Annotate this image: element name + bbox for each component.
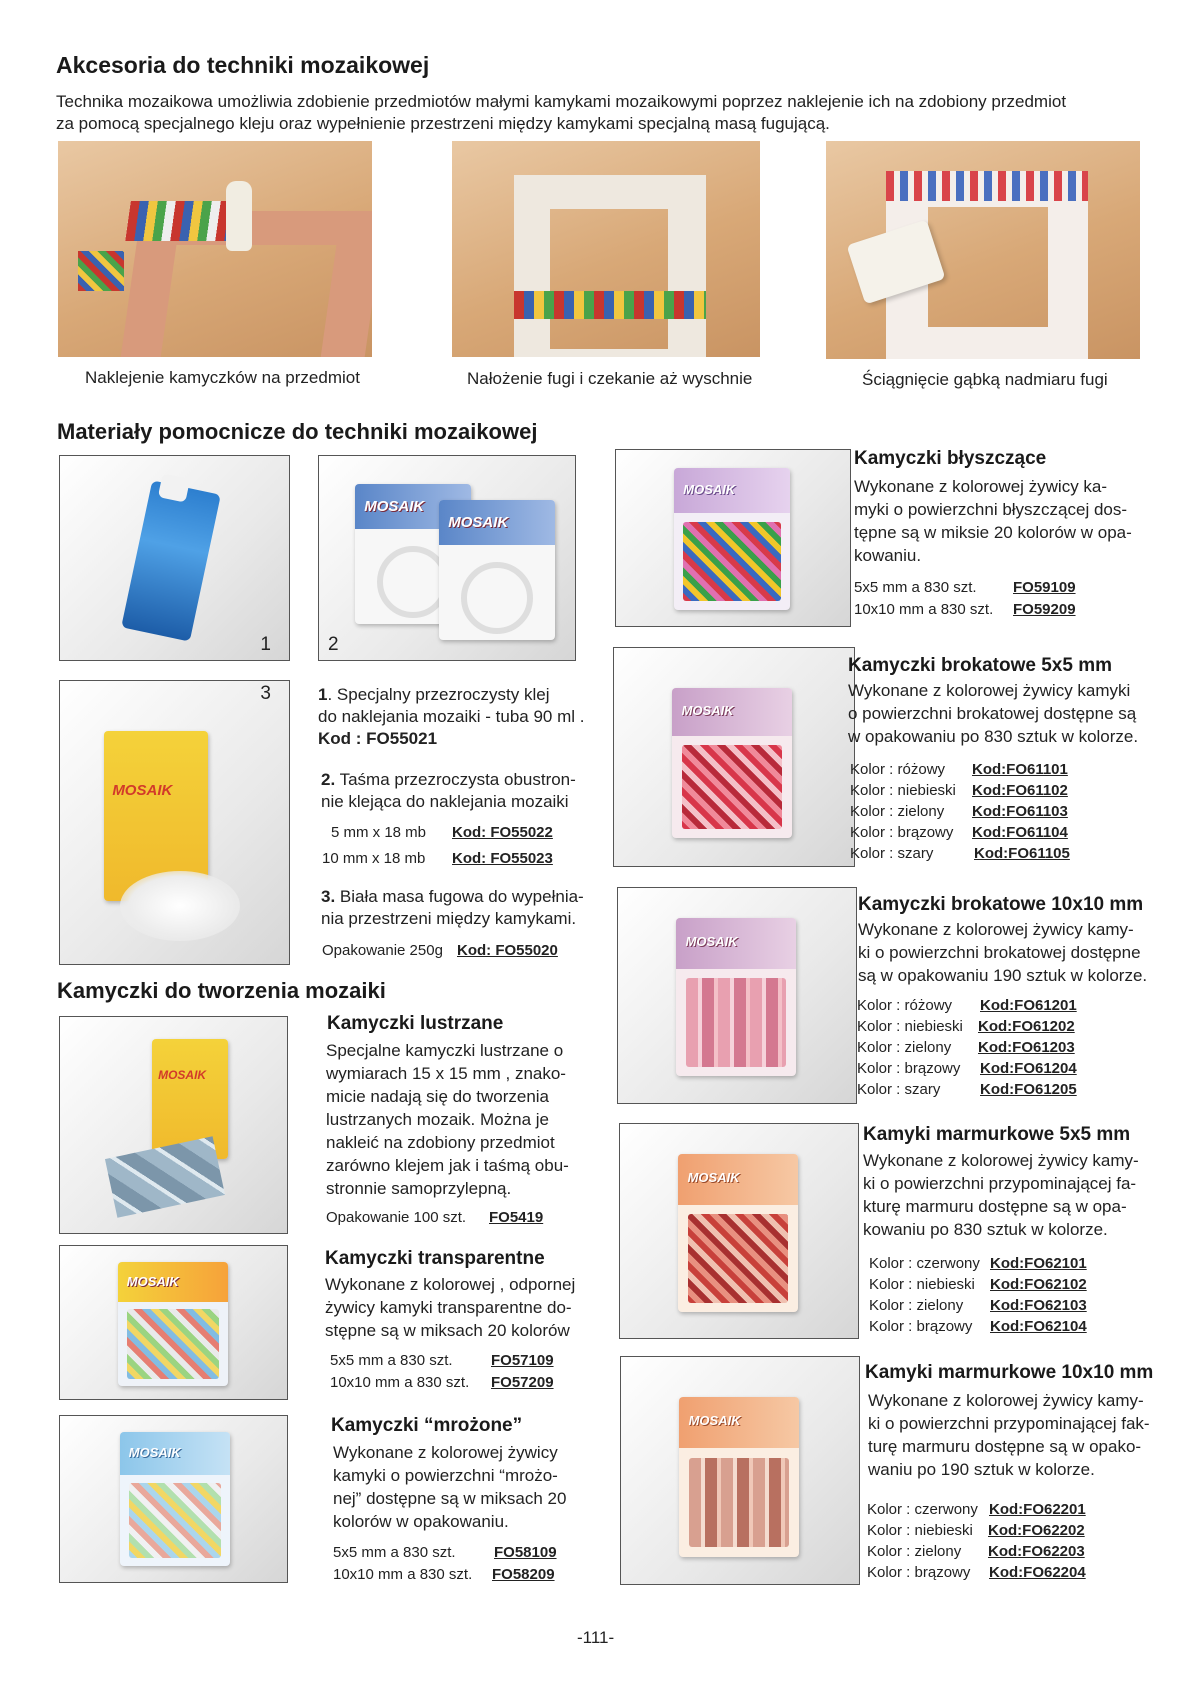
- intro-text-line2: za pomocą specjalnego kleju oraz wypełnienie przestrzeni między kamykami specjalną masą fugującą.: [56, 114, 830, 133]
- pack-brand: MOSAIK: [364, 498, 425, 515]
- marble5-row2-label: Kolor : niebieski: [869, 1276, 975, 1293]
- transparent-title: Kamyczki transparentne: [325, 1248, 545, 1269]
- marble10-row3-code: Kod:FO62203: [988, 1543, 1085, 1560]
- frosted-desc-3: nej” dostępne są w miksach 20: [333, 1489, 567, 1508]
- frosted-desc-1: Wykonane z kolorowej żywicy: [333, 1443, 558, 1462]
- marble10-row1-label: Kolor : czerwony: [867, 1501, 978, 1518]
- transparent-row1-code: FO57109: [491, 1352, 554, 1369]
- glitter10-desc-3: są w opakowaniu 190 sztuk w kolorze.: [858, 966, 1148, 985]
- marble10-row2-code: Kod:FO62202: [988, 1522, 1085, 1539]
- frosted-desc-4: kolorów w opakowaniu.: [333, 1512, 509, 1531]
- section-title-stones: Kamyczki do tworzenia mozaiki: [57, 978, 386, 1003]
- glitter10-pack: [676, 918, 796, 1076]
- marble10-title: Kamyki marmurkowe 10x10 mm: [865, 1362, 1154, 1383]
- item3-line1: 3. Biała masa fugowa do wypełnia-: [321, 887, 584, 906]
- step3-photo: [826, 141, 1140, 359]
- item1-code: Kod : FO55021: [318, 729, 438, 748]
- transparent-row1-label: 5x5 mm a 830 szt.: [330, 1352, 453, 1369]
- transparent-desc-3: stępne są w miksach 20 kolorów: [325, 1321, 570, 1340]
- glossy-row1-code: FO59109: [1013, 579, 1076, 596]
- product-box-frosted: [59, 1415, 288, 1583]
- marble5-row1-code: Kod:FO62101: [990, 1255, 1087, 1272]
- glossy-row2-label: 10x10 mm a 830 szt.: [854, 601, 994, 618]
- item2-line2: nie klejąca do naklejania mozaiki: [321, 792, 569, 811]
- glitter5-desc-3: w opakowaniu po 830 sztuk w kolorze.: [848, 727, 1139, 746]
- frosted-pack: [120, 1432, 230, 1566]
- glitter10-row1-label: Kolor : różowy: [857, 997, 953, 1014]
- marble10-row1-code: Kod:FO62201: [989, 1501, 1086, 1518]
- glitter5-row5-label: Kolor : szary: [850, 845, 934, 862]
- glossy-pack: [674, 468, 790, 610]
- glossy-title: Kamyczki błyszczące: [854, 448, 1047, 469]
- product-box-glitter10: [617, 887, 857, 1104]
- product-box-mirror: [59, 1016, 288, 1234]
- frosted-title: Kamyczki “mrożone”: [331, 1415, 523, 1436]
- glitter5-row1-code: Kod:FO61101: [972, 761, 1068, 778]
- frosted-row1-label: 5x5 mm a 830 szt.: [333, 1544, 456, 1561]
- product-box-glossy: [615, 449, 851, 627]
- item3-line2: nia przestrzeni między kamykami.: [321, 909, 577, 928]
- step1-photo: [58, 141, 372, 357]
- glitter5-row5-code: Kod:FO61105: [974, 845, 1070, 862]
- glitter5-row2-label: Kolor : niebieski: [850, 782, 956, 799]
- glitter10-row2-code: Kod:FO61202: [978, 1018, 1075, 1035]
- step1-caption: Naklejenie kamyczków na przedmiot: [85, 368, 360, 387]
- glitter5-row1-label: Kolor : różowy: [850, 761, 946, 778]
- intro-text-line1: Technika mozaikowa umożliwia zdobienie przedmiotów małymi kamykami mozaikowymi poprzez naklejenie ich na zdobiony przedmiot: [56, 92, 1067, 111]
- step3-caption: Ściągnięcie gąbką nadmiaru fugi: [862, 370, 1108, 389]
- glue-bottle: [226, 181, 252, 251]
- mirror-desc-4: lustrzanych mozaik. Można je: [326, 1110, 549, 1129]
- item3-pack-label: Opakowanie 250g: [322, 942, 443, 959]
- marble5-row3-code: Kod:FO62103: [990, 1297, 1087, 1314]
- pack-brand: MOSAIK: [685, 933, 738, 949]
- mirror-desc-1: Specjalne kamyczki lustrzane o: [326, 1041, 564, 1060]
- glitter5-row2-code: Kod:FO61102: [972, 782, 1068, 799]
- pack-brand: MOSAIK: [158, 1067, 207, 1082]
- marble5-desc-2: ki o powierzchni przypominającej fa-: [863, 1174, 1137, 1193]
- tape-pack-2: [439, 500, 555, 640]
- marble10-row4-label: Kolor : brązowy: [867, 1564, 971, 1581]
- marble10-desc-4: waniu po 190 sztuk w kolorze.: [868, 1460, 1095, 1479]
- glue-tube: [121, 480, 221, 641]
- glossy-desc-4: kowaniu.: [854, 546, 922, 565]
- product-box-glue: [59, 455, 290, 661]
- item2-row1-code: Kod: FO55022: [452, 824, 553, 841]
- glitter10-row3-code: Kod:FO61203: [978, 1039, 1075, 1056]
- marble5-pack: [678, 1154, 798, 1312]
- glitter10-row5-code: Kod:FO61205: [980, 1081, 1077, 1098]
- item2-row2-label: 10 mm x 18 mb: [322, 850, 426, 867]
- section-title-auxiliary: Materiały pomocnicze do techniki mozaikowej: [57, 419, 538, 444]
- marble5-desc-3: kturę marmuru dostępne są w opa-: [863, 1197, 1127, 1216]
- section-title-accessories: Akcesoria do techniki mozaikowej: [56, 52, 430, 78]
- item2-row2-code: Kod: FO55023: [452, 850, 553, 867]
- marble5-row4-code: Kod:FO62104: [990, 1318, 1087, 1335]
- box-number-3: 3: [260, 683, 271, 704]
- glitter10-row2-label: Kolor : niebieski: [857, 1018, 963, 1035]
- glitter5-row4-code: Kod:FO61104: [972, 824, 1068, 841]
- marble10-pack: [679, 1397, 799, 1557]
- tile-cluster: [125, 201, 241, 241]
- transparent-desc-2: żywicy kamyki transparentne do-: [325, 1298, 572, 1317]
- mirror-desc-6: zarówno klejem jak i taśmą obu-: [326, 1156, 569, 1175]
- marble10-row2-label: Kolor : niebieski: [867, 1522, 973, 1539]
- pack-brand: MOSAIK: [683, 482, 736, 498]
- marble10-desc-1: Wykonane z kolorowej żywicy kamy-: [868, 1391, 1144, 1410]
- mirror-code: FO5419: [489, 1209, 544, 1226]
- frame-shape: [514, 175, 706, 357]
- glitter5-title: Kamyczki brokatowe 5x5 mm: [848, 655, 1113, 676]
- mirror-desc-7: stronnie samoprzylepną.: [326, 1179, 512, 1198]
- pack-brand: MOSAIK: [687, 1169, 740, 1185]
- marble5-desc-1: Wykonane z kolorowej żywicy kamy-: [863, 1151, 1139, 1170]
- glossy-desc-2: myki o powierzchni błyszczącej dos-: [854, 500, 1128, 519]
- mirror-desc-3: micie nadają się do tworzenia: [326, 1087, 550, 1106]
- glitter5-desc-2: o powierzchni brokatowej dostępne są: [848, 704, 1137, 723]
- frosted-row2-label: 10x10 mm a 830 szt.: [333, 1566, 473, 1583]
- tile-border: [514, 291, 706, 319]
- marble5-row1-label: Kolor : czerwony: [869, 1255, 980, 1272]
- mirror-title: Kamyczki lustrzane: [327, 1013, 504, 1034]
- pack-brand: MOSAIK: [448, 514, 509, 531]
- glossy-row1-label: 5x5 mm a 830 szt.: [854, 579, 977, 596]
- loose-tiles: [78, 251, 124, 291]
- marble5-row4-label: Kolor : brązowy: [869, 1318, 973, 1335]
- glitter10-row1-code: Kod:FO61201: [980, 997, 1077, 1014]
- frosted-desc-2: kamyki o powierzchni “mrożo-: [333, 1466, 558, 1485]
- item3-code: Kod: FO55020: [457, 942, 558, 959]
- glitter5-row4-label: Kolor : brązowy: [850, 824, 954, 841]
- item1-line2: do naklejania mozaiki - tuba 90 ml .: [318, 707, 585, 726]
- pack-brand: MOSAIK: [128, 1445, 181, 1461]
- glossy-row2-code: FO59209: [1013, 601, 1076, 618]
- glitter10-row3-label: Kolor : zielony: [857, 1039, 952, 1056]
- glossy-desc-1: Wykonane z kolorowej żywicy ka-: [854, 477, 1108, 496]
- page-number: -111-: [577, 1628, 615, 1647]
- mirror-desc-5: nakleić na zdobiony przedmiot: [326, 1133, 555, 1152]
- pack-brand: MOSAIK: [126, 1274, 179, 1290]
- tile-pattern: [886, 171, 1088, 201]
- glitter5-row3-code: Kod:FO61103: [972, 803, 1068, 820]
- marble5-title: Kamyki marmurkowe 5x5 mm: [863, 1124, 1131, 1145]
- glitter10-desc-2: ki o powierzchni brokatowej dostępne: [858, 943, 1141, 962]
- product-box-marble5: [619, 1123, 859, 1339]
- frosted-row2-code: FO58209: [492, 1566, 555, 1583]
- marble10-desc-3: turę marmuru dostępne są w opako-: [868, 1437, 1142, 1456]
- mirror-tiles: [105, 1136, 225, 1218]
- glitter5-pack: [672, 688, 792, 838]
- mirror-desc-2: wymiarach 15 x 15 mm , znako-: [326, 1064, 566, 1083]
- marble10-row4-code: Kod:FO62204: [989, 1564, 1086, 1581]
- item2-line1: 2. Taśma przezroczysta obustron-: [321, 770, 576, 789]
- frosted-row1-code: FO58109: [494, 1544, 557, 1561]
- pack-brand: MOSAIK: [681, 703, 734, 718]
- step2-photo: [452, 141, 760, 357]
- box-number-2: 2: [328, 634, 339, 655]
- marble5-row3-label: Kolor : zielony: [869, 1297, 964, 1314]
- marble5-desc-4: kowaniu po 830 sztuk w kolorze.: [863, 1220, 1108, 1239]
- box-number-1: 1: [260, 634, 271, 655]
- product-box-transparent: [59, 1245, 288, 1400]
- marble10-row3-label: Kolor : zielony: [867, 1543, 962, 1560]
- marble10-desc-2: ki o powierzchni przypominającej fak-: [868, 1414, 1150, 1433]
- product-box-marble10: [620, 1356, 860, 1585]
- item2-row1-label: 5 mm x 18 mb: [331, 824, 427, 841]
- transparent-desc-1: Wykonane z kolorowej , odpornej: [325, 1275, 576, 1294]
- glossy-desc-3: tępne są w miksie 20 kolorów w opa-: [854, 523, 1132, 542]
- product-box-glitter5: [613, 647, 855, 867]
- glitter10-title: Kamyczki brokatowe 10x10 mm: [858, 894, 1144, 915]
- glitter10-desc-1: Wykonane z kolorowej żywicy kamy-: [858, 920, 1134, 939]
- pack-brand: MOSAIK: [688, 1413, 741, 1428]
- glitter5-row3-label: Kolor : zielony: [850, 803, 945, 820]
- item1-line1: 1. Specjalny przezroczysty klej: [318, 685, 550, 704]
- glitter10-row4-label: Kolor : brązowy: [857, 1060, 961, 1077]
- glitter5-desc-1: Wykonane z kolorowej żywicy kamyki: [848, 681, 1131, 700]
- pack-brand: MOSAIK: [112, 782, 173, 799]
- step2-caption: Nałożenie fugi i czekanie aż wyschnie: [467, 369, 753, 388]
- product-box-grout: [59, 680, 290, 965]
- transparent-row2-code: FO57209: [491, 1374, 554, 1391]
- mirror-pack-label: Opakowanie 100 szt.: [326, 1209, 467, 1226]
- glitter10-row5-label: Kolor : szary: [857, 1081, 941, 1098]
- marble5-row2-code: Kod:FO62102: [990, 1276, 1087, 1293]
- product-box-tape: [318, 455, 576, 661]
- glitter10-row4-code: Kod:FO61204: [980, 1060, 1077, 1077]
- transparent-row2-label: 10x10 mm a 830 szt.: [330, 1374, 470, 1391]
- grout-powder: [120, 871, 240, 941]
- transparent-pack: [118, 1262, 228, 1386]
